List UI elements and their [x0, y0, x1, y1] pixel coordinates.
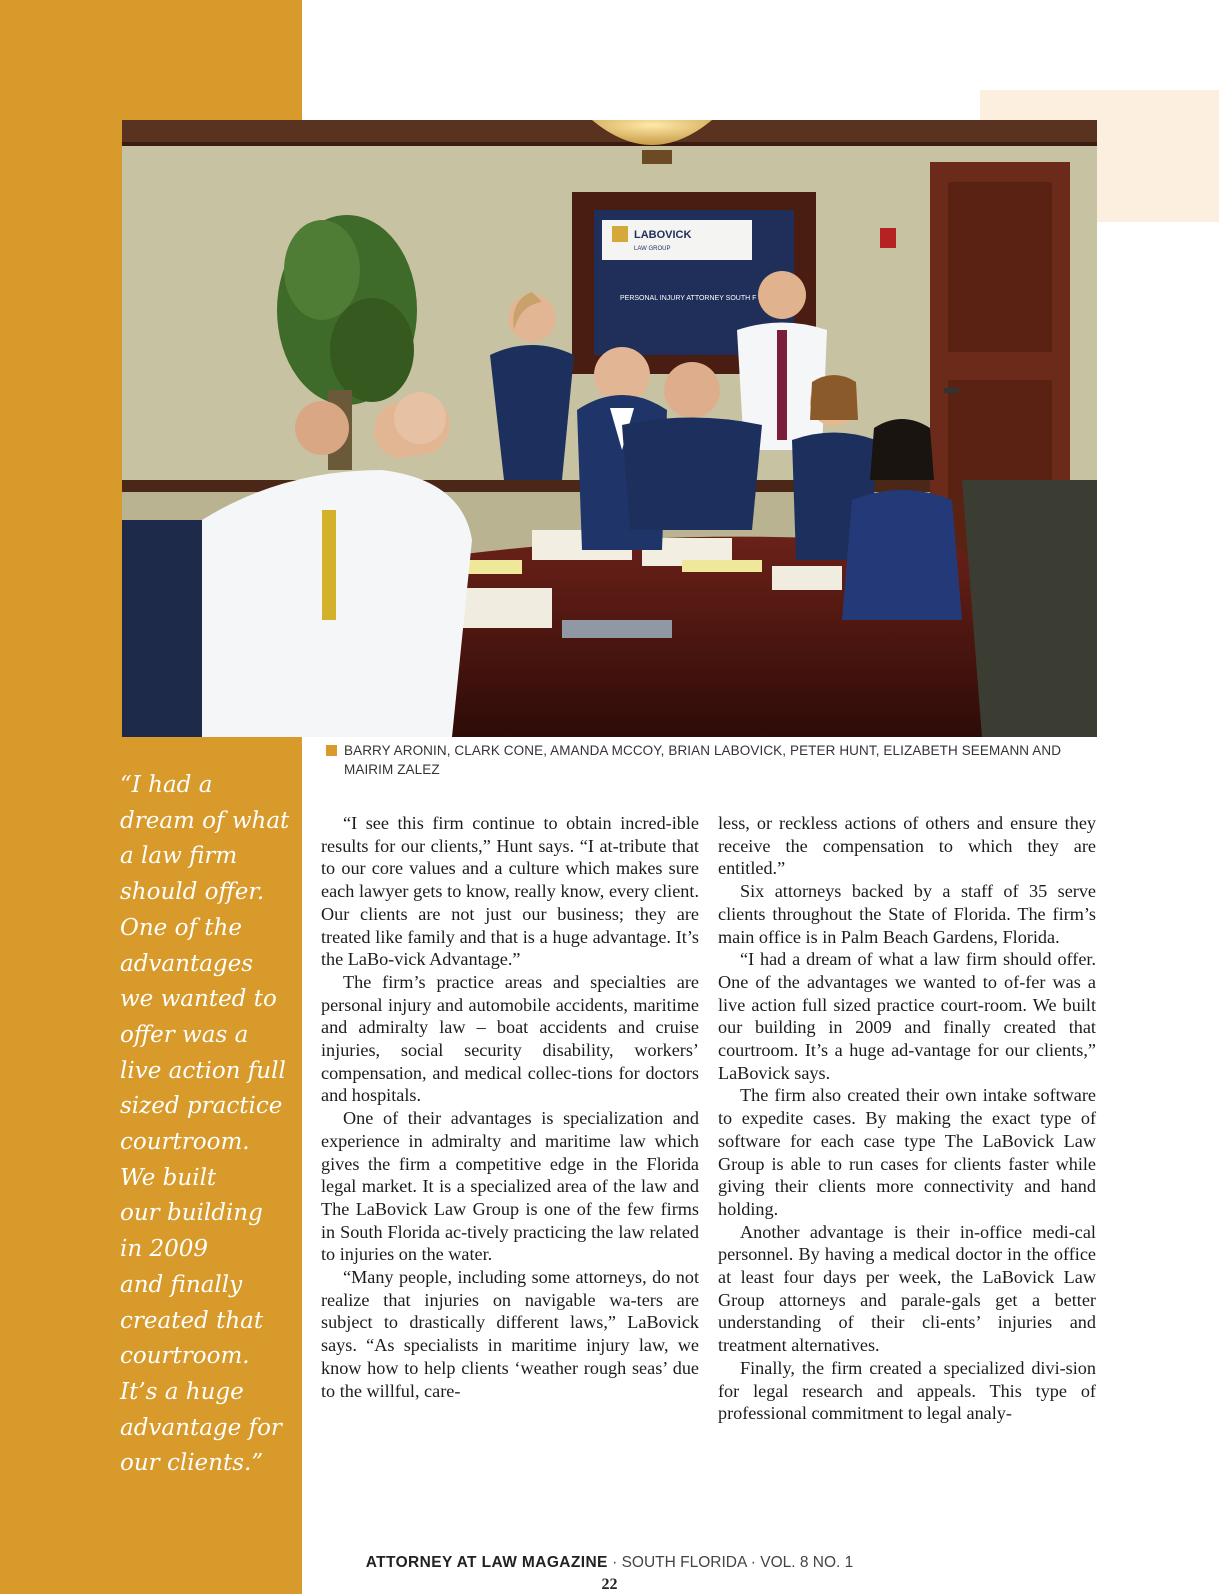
pull-quote-line: live action full — [120, 1057, 286, 1084]
pull-quote-line: and finally — [120, 1271, 243, 1298]
article-column-left — [321, 812, 699, 1402]
team-photo — [122, 120, 1097, 737]
article-paragraph: The firm also created their own intake software to expedite cases. By making the exact type of software for each case type The LaBovick Law Group is able to run cases for clients faster while giving their clients more connectivity and hand holding. — [718, 1085, 1096, 1219]
article-paragraph: Finally, the firm created a specialized divi-sion for legal research and appeals. This type of professional commitment to legal analy- — [718, 1357, 1096, 1424]
pull-quote-line: dream of what — [120, 807, 290, 834]
pull-quote-line: One of the — [120, 914, 242, 941]
pull-quote — [120, 768, 292, 1482]
pull-quote-line: courtroom. — [120, 1129, 250, 1156]
pull-quote-line: “I had a — [120, 772, 213, 798]
pull-quote-line: we wanted to — [120, 986, 277, 1013]
team-photo-illustration — [122, 120, 1097, 737]
article-paragraph: “Many people, including some attorneys, do not realize that injuries on navigable wa-ters are subject to drastically different laws,” LaBovick says. “As specialists in maritime injury law, we know how to help clients ‘weather rough seas’ due to the willful, care- — [321, 1267, 699, 1401]
issue-info: SOUTH FLORIDA · VOL. 8 NO. 1 — [621, 1554, 854, 1571]
pull-quote-line: It’s a huge — [120, 1378, 244, 1405]
pull-quote-line: our clients.” — [120, 1450, 264, 1477]
caption-text: BARRY ARONIN, CLARK CONE, AMANDA MCCOY, BRIAN LABOVICK, PETER HUNT, ELIZABETH SEEMANN AND MAIRIM ZALEZ — [344, 743, 1062, 777]
pull-quote-line: should offer. — [120, 879, 265, 906]
pull-quote-line: courtroom. — [120, 1343, 250, 1370]
pull-quote-line: created that — [120, 1307, 264, 1334]
pull-quote-line: our building — [120, 1200, 263, 1227]
pull-quote-line: offer was a — [120, 1021, 249, 1048]
screen-logo-sub: LAW GROUP — [634, 246, 671, 252]
article-paragraph: “I had a dream of what a law firm should offer. One of the advantages we wanted to of-fer was a live action full sized practice court-room. We built our building in 2009 and finally created that courtroom. It’s a huge ad-vantage for our clients,” LaBovick says. — [718, 949, 1096, 1083]
pull-quote-line: in 2009 — [120, 1236, 209, 1263]
caption-bullet-icon — [326, 745, 337, 756]
pull-quote-line: advantages — [120, 950, 254, 977]
article-paragraph: One of their advantages is specialization and experience in admiralty and maritime law which gives the firm a competitive edge in the Florida legal market. It is a specialized area of the law and The LaBovick Law Group is one of the few firms in South Florida ac-tively practicing the law related to injuries on the water. — [321, 1108, 699, 1265]
pull-quote-line: advantage for — [120, 1414, 282, 1441]
page-footer — [0, 1554, 1219, 1572]
screen-logo: LABOVICK — [634, 229, 692, 241]
publication-name: ATTORNEY AT LAW MAGAZINE — [365, 1554, 608, 1571]
article-paragraph: “I see this firm continue to obtain incred-ible results for our clients,” Hunt says. “I at-tribute that to our core values and a culture which makes sure each lawyer gets to know, really know, every client. Our clients are not just our business; they are treated like family and that is a huge advantage. It’s the LaBo-vick Advantage.” — [321, 813, 699, 970]
article-column-right — [718, 812, 1096, 1425]
pull-quote-line: sized practice — [120, 1093, 283, 1120]
photo-caption — [326, 741, 1096, 779]
footer-separator: · — [607, 1554, 622, 1571]
article-paragraph: The firm’s practice areas and specialties are personal injury and automobile accidents, maritime and admiralty law – boat accidents and cruise injuries, social security disability, workers’ compensation, and medical collec-tions for doctors and hospitals. — [321, 971, 699, 1106]
article-paragraph: Another advantage is their in-office medi-cal personnel. By having a medical doctor in the office at least four days per week, the LaBovick Law Group attorneys and parale-gals get a better understanding of their cli-ents’ injuries and treatment alternatives. — [718, 1221, 1096, 1356]
fire-alarm — [880, 228, 896, 248]
pull-quote-line: a law firm — [120, 843, 238, 870]
screen-banner: PERSONAL INJURY ATTORNEY SOUTH F — [620, 295, 757, 302]
page-number: 22 — [601, 1576, 618, 1593]
article-paragraph: Six attorneys backed by a staff of 35 serve clients throughout the State of Florida. The firm’s main office is in Palm Beach Gardens, Florida. — [718, 881, 1096, 947]
pull-quote-line: We built — [120, 1164, 217, 1191]
article-paragraph-continuation: less, or reckless actions of others and ensure they receive the compensation to which they are entitled.” — [718, 813, 1096, 879]
